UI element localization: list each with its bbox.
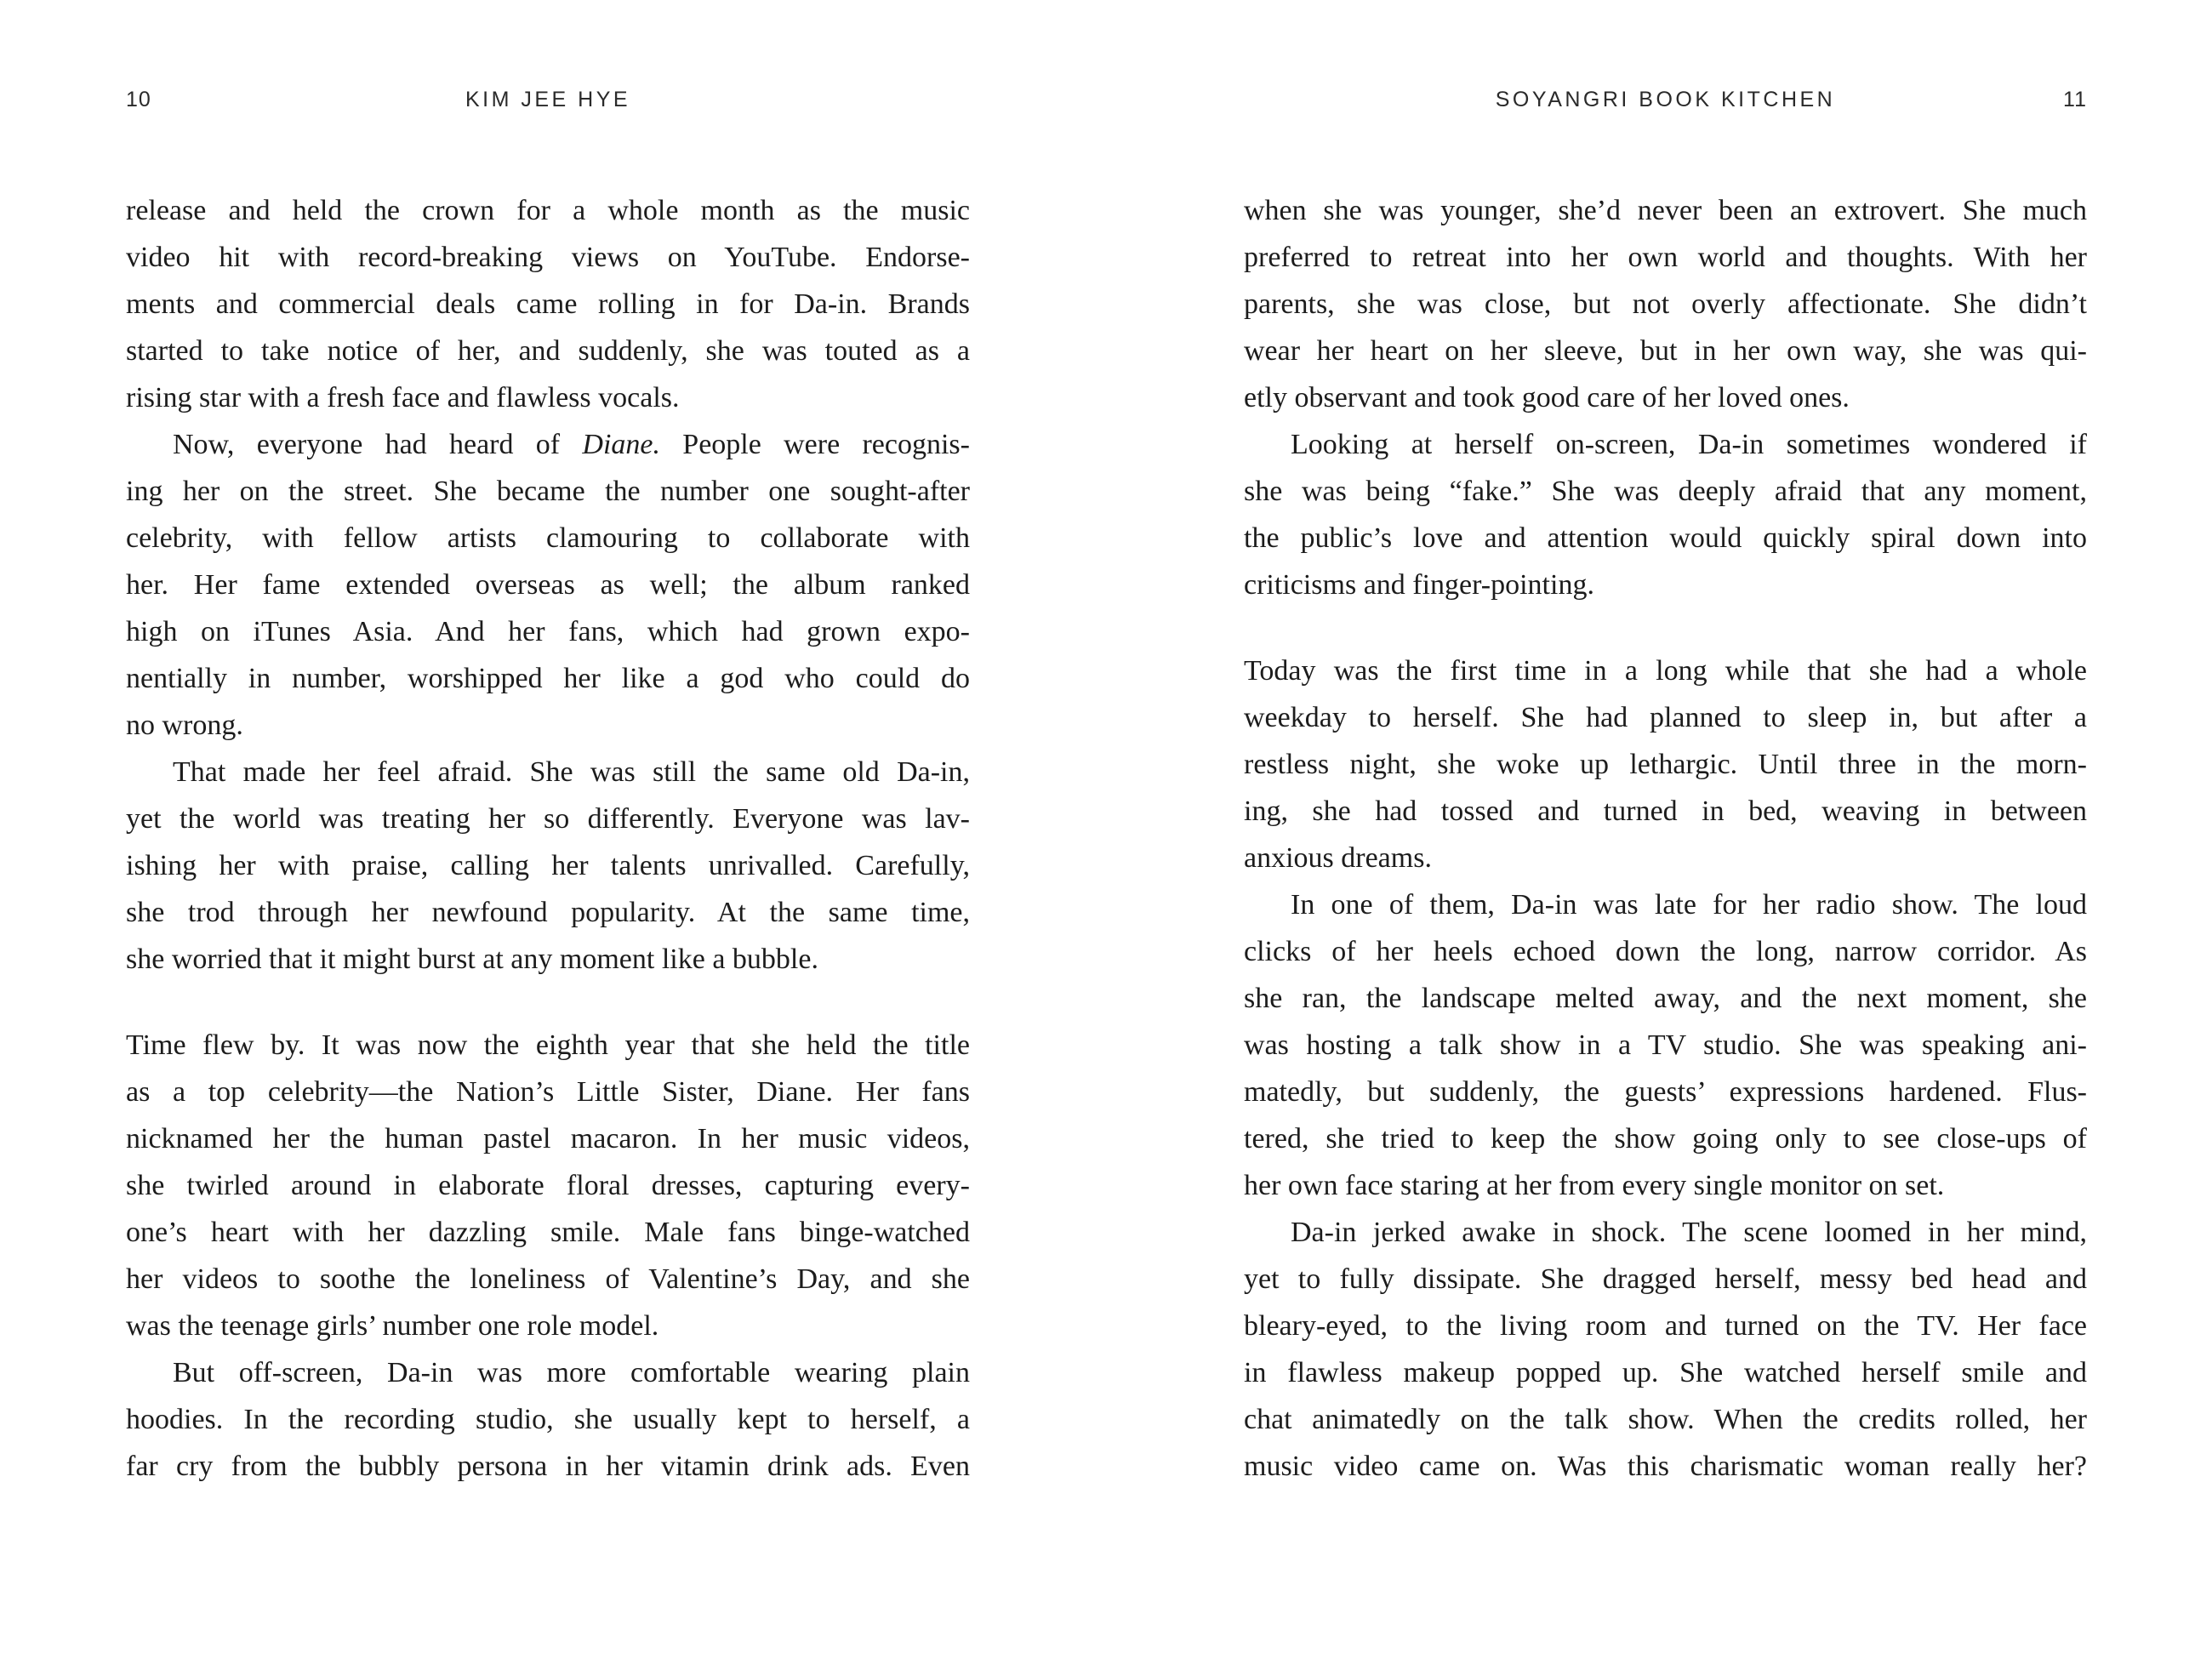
running-head-left <box>126 85 970 114</box>
text-line: the public’s love and attention would quickly spiral down into <box>1244 522 2087 554</box>
text-line: music video came on. Was this charismatic woman really her? <box>1244 1451 2087 1482</box>
page-body-left <box>126 187 970 1490</box>
text-line: ishing her with praise, calling her talents unrivalled. Carefully, <box>126 850 970 881</box>
text-line: her own face staring at her from every single monitor on set. <box>1244 1170 1945 1201</box>
text-line: restless night, she woke up lethargic. Until three in the morn- <box>1244 749 2087 780</box>
text-line: anxious dreams. <box>1244 842 1432 874</box>
text-line: celebrity, with fellow artists clamouring to collaborate with <box>126 522 970 554</box>
paragraph <box>126 187 970 421</box>
text-line: she worried that it might burst at any moment like a bubble. <box>126 944 818 975</box>
text-line: rising star with a fresh face and flawless vocals. <box>126 382 680 413</box>
text-line: was the teenage girls’ number one role model. <box>126 1310 659 1342</box>
text-line: far cry from the bubbly persona in her vitamin drink ads. Even <box>126 1451 970 1482</box>
paragraph <box>126 1349 970 1490</box>
text-line: nentially in number, worshipped her like a god who could do <box>126 663 970 694</box>
text-line: when she was younger, she’d never been an extrovert. She much <box>1244 195 2087 226</box>
text-line: in flawless makeup popped up. She watched herself smile and <box>1244 1357 2087 1388</box>
text-line: parents, she was close, but not overly affectionate. She didn’t <box>1244 288 2087 320</box>
page-body-right <box>1244 187 2087 1490</box>
text-line: etly observant and took good care of her loved ones. <box>1244 382 1850 413</box>
text-line: video hit with record-breaking views on YouTube. Endorse- <box>126 242 970 273</box>
text-line: weekday to herself. She had planned to sleep in, but after a <box>1244 702 2087 733</box>
text-line: yet to fully dissipate. She dragged herself, messy bed head and <box>1244 1263 2087 1295</box>
text-line: she ran, the landscape melted away, and the next moment, she <box>1244 983 2087 1014</box>
page-number-right: 11 <box>2063 88 2087 111</box>
text-line: In one of them, Da-in was late for her radio show. The loud <box>1291 889 2087 921</box>
text-line: chat animatedly on the talk show. When the credits rolled, her <box>1244 1404 2087 1435</box>
text-line: matedly, but suddenly, the guests’ expressions hardened. Flus- <box>1244 1076 2087 1108</box>
paragraph <box>126 749 970 983</box>
paragraph <box>1244 647 2087 881</box>
text-line: one’s heart with her dazzling smile. Male fans binge-watched <box>126 1217 970 1248</box>
text-line: preferred to retreat into her own world and thoughts. With her <box>1244 242 2087 273</box>
paragraph <box>1244 881 2087 1209</box>
text-line: her videos to soothe the loneliness of Valentine’s Day, and she <box>126 1263 970 1295</box>
text-line: Now, everyone had heard of Diane. People were recognis- <box>173 429 970 460</box>
running-header-author: KIM JEE HYE <box>465 88 631 111</box>
text-line: But off-screen, Da-in was more comfortable wearing plain <box>173 1357 970 1388</box>
paragraph <box>1244 187 2087 421</box>
text-line: no wrong. <box>126 710 243 741</box>
text-line: criticisms and finger-pointing. <box>1244 569 1594 601</box>
text-line: she trod through her newfound popularity. At the same time, <box>126 897 970 928</box>
text-line: high on iTunes Asia. And her fans, which had grown expo- <box>126 616 970 647</box>
text-line: her. Her fame extended overseas as well; the album ranked <box>126 569 970 601</box>
text-line: as a top celebrity—the Nation’s Little Sister, Diane. Her fans <box>126 1076 970 1108</box>
text-line: started to take notice of her, and suddenly, she was touted as a <box>126 335 970 367</box>
text-line: tered, she tried to keep the show going only to see close-ups of <box>1244 1123 2087 1154</box>
text-line: ing her on the street. She became the number one sought-after <box>126 476 970 507</box>
text-line: Da-in jerked awake in shock. The scene loomed in her mind, <box>1291 1217 2087 1248</box>
text-line: Time flew by. It was now the eighth year that she held the title <box>126 1029 970 1061</box>
text-line: That made her feel afraid. She was still the same old Da-in, <box>173 756 970 788</box>
page-number-left: 10 <box>126 88 151 111</box>
text-line: Today was the first time in a long while that she had a whole <box>1244 655 2087 687</box>
paragraph <box>126 421 970 749</box>
text-line: ing, she had tossed and turned in bed, weaving in between <box>1244 795 2087 827</box>
paragraph <box>126 1022 970 1349</box>
paragraph <box>1244 1209 2087 1490</box>
text-line: ments and commercial deals came rolling in for Da-in. Brands <box>126 288 970 320</box>
text-line: hoodies. In the recording studio, she usually kept to herself, a <box>126 1404 970 1435</box>
text-line: was hosting a talk show in a TV studio. She was speaking ani- <box>1244 1029 2087 1061</box>
running-header-title: SOYANGRI BOOK KITCHEN <box>1495 88 1836 111</box>
text-line: release and held the crown for a whole month as the music <box>126 195 970 226</box>
text-line: yet the world was treating her so differently. Everyone was lav- <box>126 803 970 835</box>
text-line: clicks of her heels echoed down the long, narrow corridor. As <box>1244 936 2087 967</box>
text-line: wear her heart on her sleeve, but in her own way, she was qui- <box>1244 335 2087 367</box>
text-line: bleary-eyed, to the living room and turned on the TV. Her face <box>1244 1310 2087 1342</box>
page-right <box>1106 0 2212 1659</box>
text-line: nicknamed her the human pastel macaron. In her music videos, <box>126 1123 970 1154</box>
running-head-right <box>1244 85 2087 114</box>
text-line: she twirled around in elaborate floral dresses, capturing every- <box>126 1170 970 1201</box>
paragraph <box>1244 421 2087 608</box>
text-line: she was being “fake.” She was deeply afraid that any moment, <box>1244 476 2087 507</box>
text-line: Looking at herself on-screen, Da-in sometimes wondered if <box>1291 429 2087 460</box>
